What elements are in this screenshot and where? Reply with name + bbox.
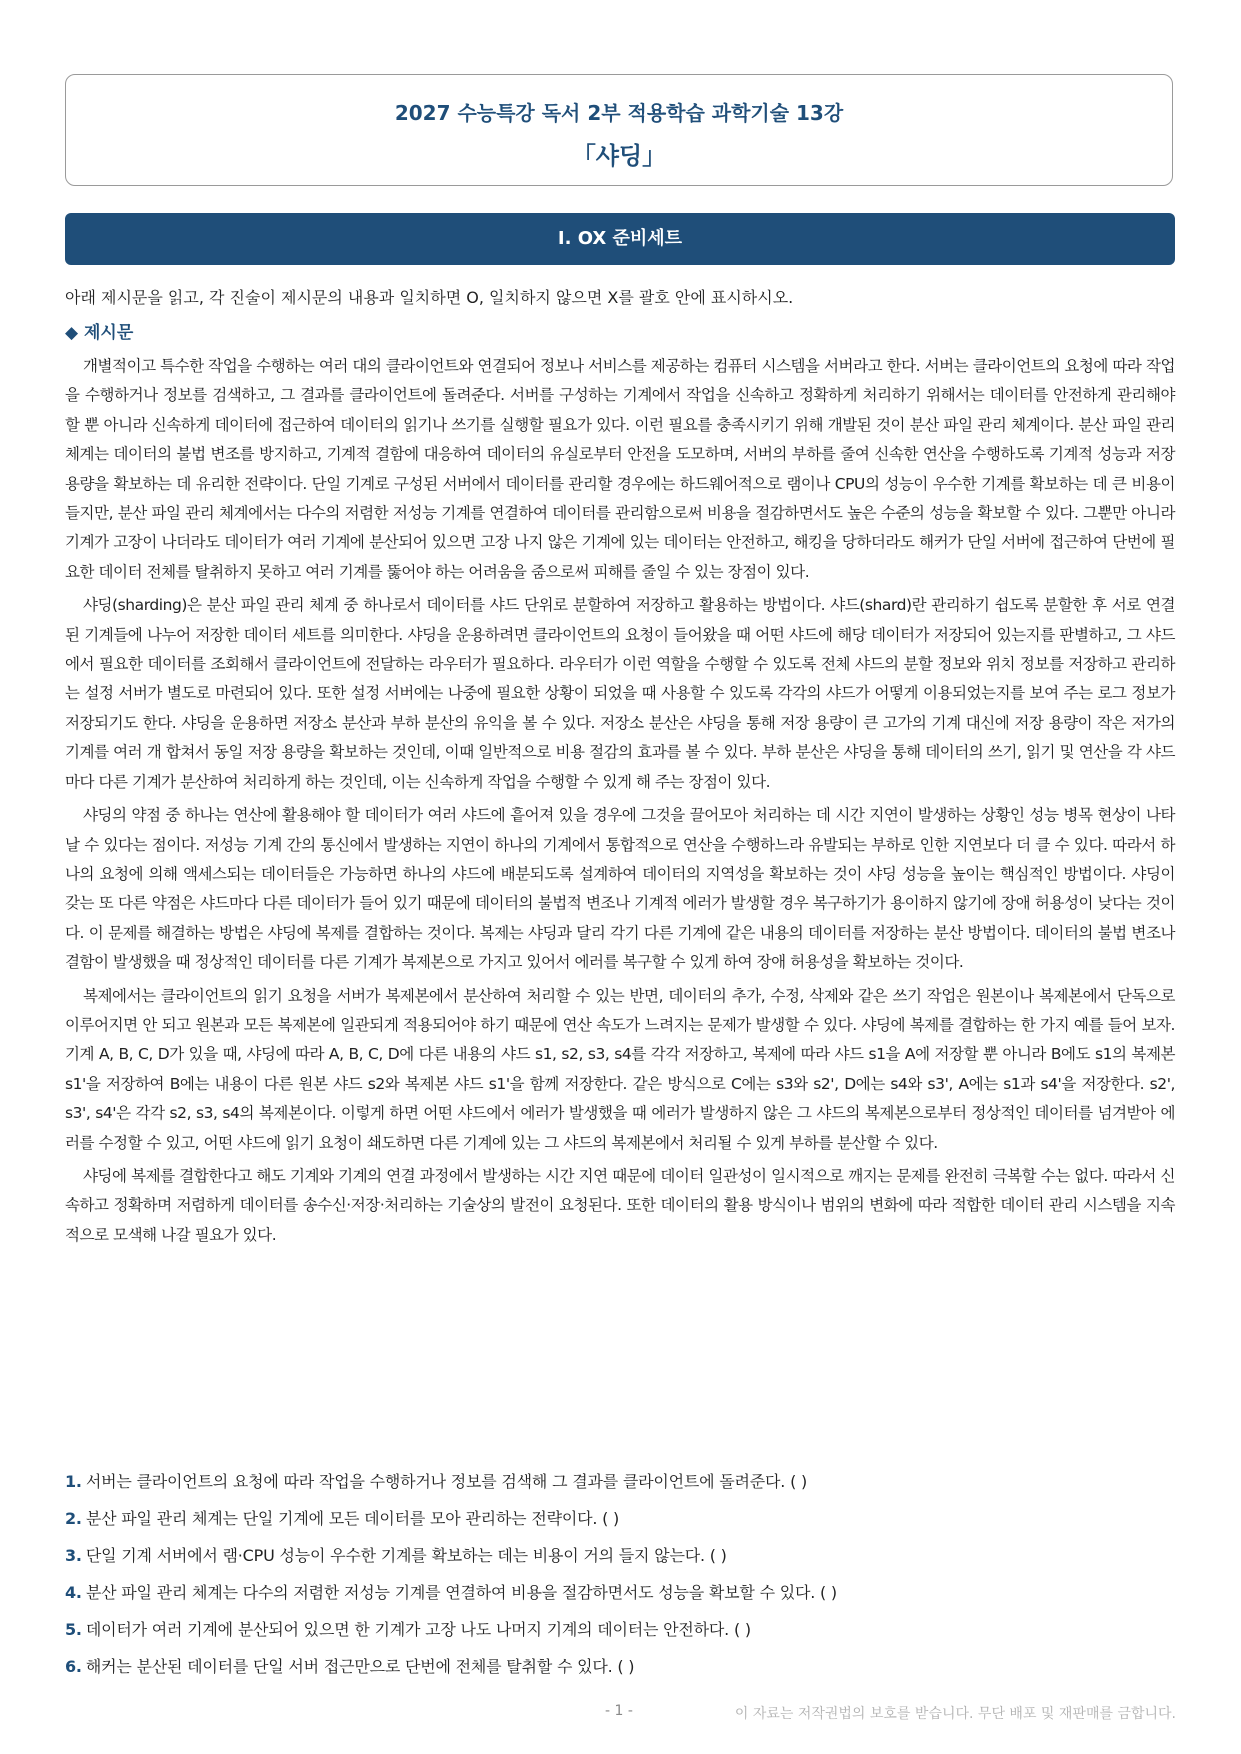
question-item [65,1615,1175,1652]
question-number: 1. [65,1472,82,1491]
question-item [65,1541,1175,1578]
question-item [65,1578,1175,1615]
question-text: 해커는 분산된 데이터를 단일 서버 접근만으로 단번에 전체를 탈취할 수 있다. ( ) [85,1657,635,1676]
document-title: 2027 수능특강 독서 2부 적용학습 과학기술 13강 [394,101,844,125]
passage-paragraph: 개별적이고 특수한 작업을 수행하는 여러 대의 클라이언트와 연결되어 정보나 서비스를 제공하는 컴퓨터 시스템을 서버라고 한다. 서버는 클라이언트의 요청에 따라 작업을 수행하거나 정보를 검색하고, 그 결과를 클라이언트에 돌려준다. 서버를 구성하는 기계에서 작업을 신속하고 정확하게 처리하기 위해서는 데이터를 안전하게 관리해야 할 뿐 아니라 신속하게 데이터에 접근하여 데이터의 읽기나 쓰기를 실행할 필요가 있다. 이런 필요를 충족시키기 위해 개발된 것이 분산 파일 관리 체계이다. 분산 파일 관리 체계는 데이터의 불법 변조를 방지하고, 기계적 결함에 대응하여 데이터의 유실로부터 안전을 도모하며, 서버의 부하를 줄여 신속한 연산을 수행하도록 기계적 성능과 저장 용량을 확보하는 데 유리한 전략이다. 단일 기계로 구성된 서버에서 데이터를 관리할 경우에는 하드웨어적으로 램이나 CPU의 성능이 우수한 기계를 확보하는 데 큰 비용이 들지만, 분산 파일 관리 체계에서는 다수의 저렴한 저성능 기계를 연결하여 데이터를 관리함으로써 비용을 절감하면서도 높은 수준의 성능을 확보할 수 있다. 그뿐만 아니라 기계가 고장이 나더라도 데이터가 여러 기계에 분산되어 있으면 고장 나지 않은 기계에 있는 데이터는 안전하고, 해킹을 당하더라도 해커가 단일 서버에 접근하여 단번에 필요한 데이터 전체를 탈취하지 못하고 여러 기계를 뚫어야 하는 어려움을 줌으로써 피해를 줄일 수 있는 장점이 있다. [65,357,1175,581]
question-text: 단일 기계 서버에서 램·CPU 성능이 우수한 기계를 확보하는 데는 비용이 거의 들지 않는다. ( ) [85,1546,727,1565]
question-list [65,1467,1175,1689]
passage [65,352,1175,1254]
instruction-text: 아래 제시문을 읽고, 각 진술이 제시문의 내용과 일치하면 O, 일치하지 않으면 X를 괄호 안에 표시하시오. [65,288,794,307]
passage-heading: ◆ 제시문 [65,323,134,343]
passage-paragraph: 샤딩(sharding)은 분산 파일 관리 체계 중 하나로서 데이터를 샤드 단위로 분할하여 저장하고 활용하는 방법이다. 샤드(shard)란 관리하기 쉽도록 분할한 후 서로 연결된 기계들에 나누어 저장한 데이터 세트를 의미한다. 샤딩을 운용하려면 클라이언트의 요청이 들어왔을 때 어떤 샤드에 해당 데이터가 저장되어 있는지를 판별하고, 그 샤드에서 필요한 데이터를 조회해서 클라이언트에 전달하는 라우터가 필요하다. 라우터가 이런 역할을 수행할 수 있도록 전체 샤드의 분할 정보와 위치 정보를 저장하고 관리하는 설정 서버가 별도로 마련되어 있다. 또한 설정 서버에는 나중에 필요한 상황이 되었을 때 사용할 수 있도록 각각의 샤드가 어떻게 이용되었는지를 보여 주는 로그 정보가 저장되기도 한다. 샤딩을 운용하면 저장소 분산과 부하 분산의 유익을 볼 수 있다. 저장소 분산은 샤딩을 통해 저장 용량이 큰 고가의 기계 대신에 저장 용량이 작은 저가의 기계를 여러 개 합쳐서 동일 저장 용량을 확보하는 것인데, 이때 일반적으로 비용 절감의 효과를 볼 수 있다. 부하 분산은 샤딩을 통해 데이터의 쓰기, 읽기 및 연산을 각 샤드마다 다른 기계가 분산하여 처리하게 하는 것인데, 이는 신속하게 작업을 수행할 수 있게 해 주는 장점이 있다. [65,596,1175,791]
document-subtitle: 「샤딩」 [571,142,667,170]
passage-paragraph: 샤딩의 약점 중 하나는 연산에 활용해야 할 데이터가 여러 샤드에 흩어져 있을 경우에 그것을 끌어모아 처리하는 데 시간 지연이 발생하는 상황인 성능 병목 현상이 나타날 수 있다는 점이다. 저성능 기계 간의 통신에서 발생하는 지연이 하나의 기계에서 통합적으로 연산을 수행하느라 유발되는 부하로 인한 지연보다 더 클 수 있다. 따라서 하나의 요청에 의해 액세스되는 데이터들은 가능하면 하나의 샤드에 배분되도록 설계하여 데이터의 지역성을 확보하는 것이 샤딩 성능을 높이는 핵심적인 방법이다. 샤딩이 갖는 또 다른 약점은 샤드마다 다른 데이터가 들어 있기 때문에 데이터의 불법적 변조나 기계적 에러가 발생할 경우 복구하기가 용이하지 않기에 장애 허용성이 낮다는 것이다. 이 문제를 해결하는 방법은 샤딩에 복제를 결합하는 것이다. 복제는 샤딩과 달리 각기 다른 기계에 같은 내용의 데이터를 저장하는 분산 방법이다. 데이터의 불법 변조나 결함이 발생했을 때 정상적인 데이터를 다른 기계가 복제본으로 가지고 있어서 에러를 복구할 수 있게 하여 장애 허용성을 확보하는 것이다. [65,806,1175,972]
section-header: Ⅰ. OX 준비세트 [65,213,1175,265]
title-box [65,74,1173,186]
question-item [65,1467,1175,1504]
question-number: 3. [65,1546,82,1565]
question-text: 분산 파일 관리 체계는 다수의 저렴한 저성능 기계를 연결하여 비용을 절감하면서도 성능을 확보할 수 있다. ( ) [85,1583,837,1602]
question-number: 6. [65,1657,82,1676]
question-item [65,1504,1175,1541]
question-item [65,1652,1175,1689]
passage-paragraph: 복제에서는 클라이언트의 읽기 요청을 서버가 복제본에서 분산하여 처리할 수 있는 반면, 데이터의 추가, 수정, 삭제와 같은 쓰기 작업은 원본이나 복제본에서 단독으로 이루어지면 안 되고 원본과 모든 복제본에 일관되게 적용되어야 하기 때문에 연산 속도가 느려지는 문제가 발생할 수 있다. 샤딩에 복제를 결합하는 한 가지 예를 들어 보자. 기계 A, B, C, D가 있을 때, 샤딩에 따라 A, B, C, D에 다른 내용의 샤드 s1, s2, s3, s4를 각각 저장하고, 복제에 따라 샤드 s1을 A에 저장할 뿐 아니라 B에도 s1의 복제본 s1'을 저장하여 B에는 내용이 다른 원본 샤드 s2와 복제본 샤드 s1'을 함께 저장한다. 같은 방식으로 C에는 s3와 s2', D에는 s4와 s3', A에는 s1과 s4'을 저장한다. s2', s3', s4'은 각각 s2, s3, s4의 복제본이다. 이렇게 하면 어떤 샤드에서 에러가 발생했을 때 에러가 발생하지 않은 그 샤드의 복제본으로부터 정상적인 데이터를 넘겨받아 에러를 수정할 수 있고, 어떤 샤드에 읽기 요청이 쇄도하면 다른 기계에 있는 그 샤드의 복제본에서 처리될 수 있게 부하를 분산할 수 있다. [65,986,1175,1152]
question-text: 분산 파일 관리 체계는 단일 기계에 모든 데이터를 모아 관리하는 전략이다. ( ) [85,1509,620,1528]
page-number: - 1 - [605,1703,633,1719]
question-number: 5. [65,1620,82,1639]
question-text: 데이터가 여러 기계에 분산되어 있으면 한 기계가 고장 나도 나머지 기계의 데이터는 안전하다. ( ) [85,1620,751,1639]
question-number: 2. [65,1509,82,1528]
question-text: 서버는 클라이언트의 요청에 따라 작업을 수행하거나 정보를 검색해 그 결과를 클라이언트에 돌려준다. ( ) [85,1472,808,1491]
passage-paragraph: 샤딩에 복제를 결합한다고 해도 기계와 기계의 연결 과정에서 발생하는 시간 지연 때문에 데이터 일관성이 일시적으로 깨지는 문제를 완전히 극복할 수는 없다. 따라서 신속하고 정확하며 저렴하게 데이터를 송수신·저장·처리하는 기술상의 발전이 요청된다. 또한 데이터의 활용 방식이나 범위의 변화에 따라 적합한 데이터 관리 시스템을 지속적으로 모색해 나갈 필요가 있다. [65,1166,1175,1244]
copyright-notice: 이 자료는 저작권법의 보호를 받습니다. 무단 배포 및 재판매를 금합니다. [734,1706,1176,1722]
question-number: 4. [65,1583,82,1602]
